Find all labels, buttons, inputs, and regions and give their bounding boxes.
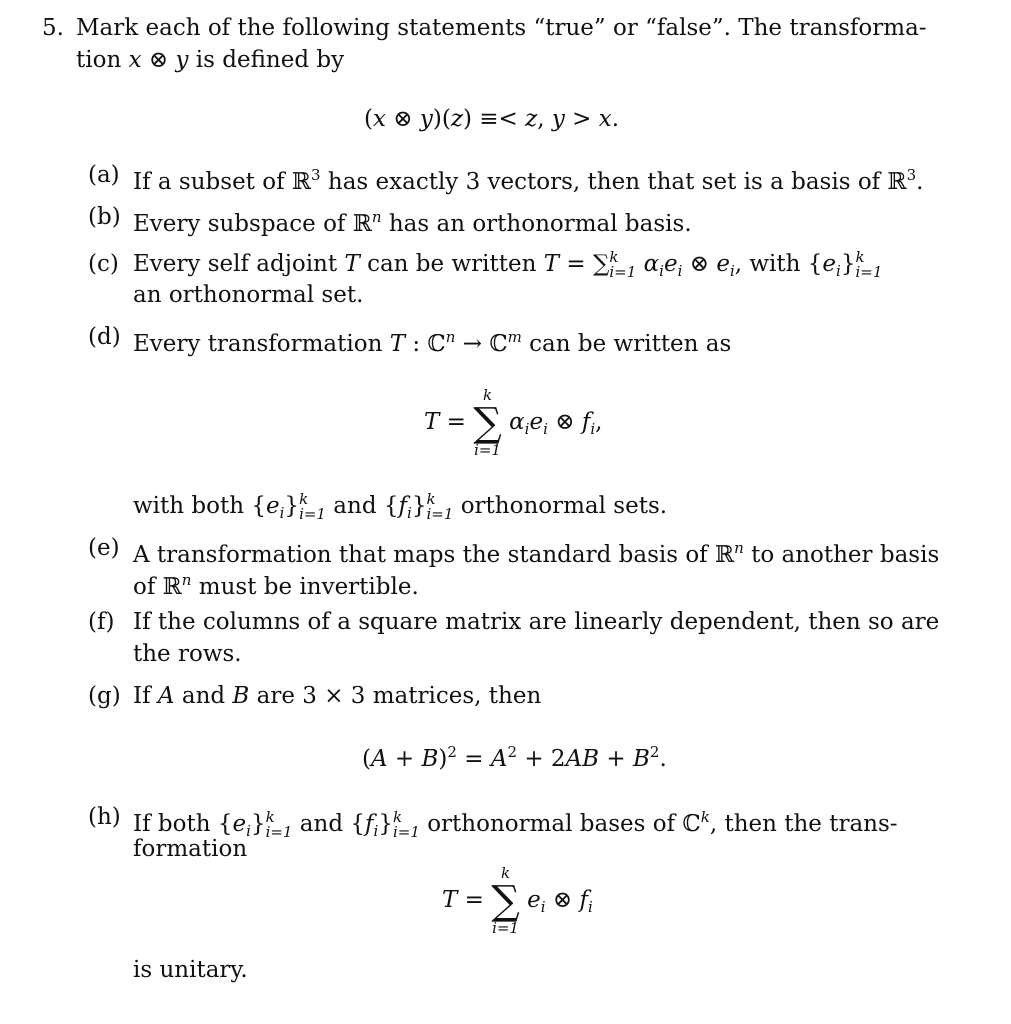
item-e-line-1: A transformation that maps the standard basis of ℝ$^n$ to another basis (133, 539, 940, 568)
item-e-line-2: of ℝ$^n$ must be invertible. (133, 571, 419, 600)
item-f-line-1: If the columns of a square matrix are linearly dependent, then so are (133, 609, 940, 635)
item-c-label: (c) (88, 251, 119, 277)
item-f-line-2: the rows. (133, 641, 242, 667)
item-d-line-1: Every transformation T : ℂ$^n$ → ℂ$^m$ can be written as (133, 328, 732, 357)
item-g-line-1: If A and B are 3 × 3 matrices, then (133, 683, 542, 709)
item-f-label: (f) (88, 609, 115, 635)
item-h-line-1: If both $\{e_i\}$ k i=1 and $\{f_i\}$ k i=1 orthonormal bases of ℂ$^k$, then the trans- (133, 808, 898, 841)
item-h-line-3: is unitary. (133, 957, 248, 983)
item-e-label: (e) (88, 535, 120, 561)
item-c-line-2: an orthonormal set. (133, 282, 364, 308)
item-d-line-2: with both $\{e_i\}$ k i=1 and $\{f_i\}$ k i=1 orthonormal sets. (133, 490, 668, 523)
item-h-formula: T = k ∑ i=1 $e_i$ ⊗ $f_i$ (442, 864, 593, 937)
definition-formula: (x ⊗ y)(z) ≡< z, y > x. (364, 106, 620, 132)
intro-line-1: Mark each of the following statements “true” or “false”. The transforma- (76, 15, 927, 41)
item-d-formula: T = k ∑ i=1 $\alpha_ie_i$ ⊗ $f_i$, (424, 386, 603, 459)
item-h-label: (h) (88, 804, 121, 830)
item-g-label: (g) (88, 683, 121, 709)
item-d-label: (d) (88, 324, 121, 350)
item-c-line-1: Every self adjoint T can be written T = ∑ k i=1 $\alpha_ie_i$ ⊗ $e_i$, with $\{e_i\}$ k i=1 (133, 248, 883, 281)
item-g-formula: $(A + B)^2 = A^2 + 2AB + B^2$. (362, 743, 667, 772)
item-h-line-2: formation (133, 836, 248, 862)
item-a-text: If a subset of ℝ$^3$ has exactly 3 vectors, then that set is a basis of ℝ$^3$. (133, 166, 924, 195)
item-a-label: (a) (88, 162, 120, 188)
item-b-label: (b) (88, 204, 121, 230)
intro-line-2: tion x ⊗ y is defined by (76, 47, 345, 73)
problem-number: 5. (42, 15, 64, 41)
item-b-text: Every subspace of ℝ$^n$ has an orthonormal basis. (133, 208, 692, 237)
